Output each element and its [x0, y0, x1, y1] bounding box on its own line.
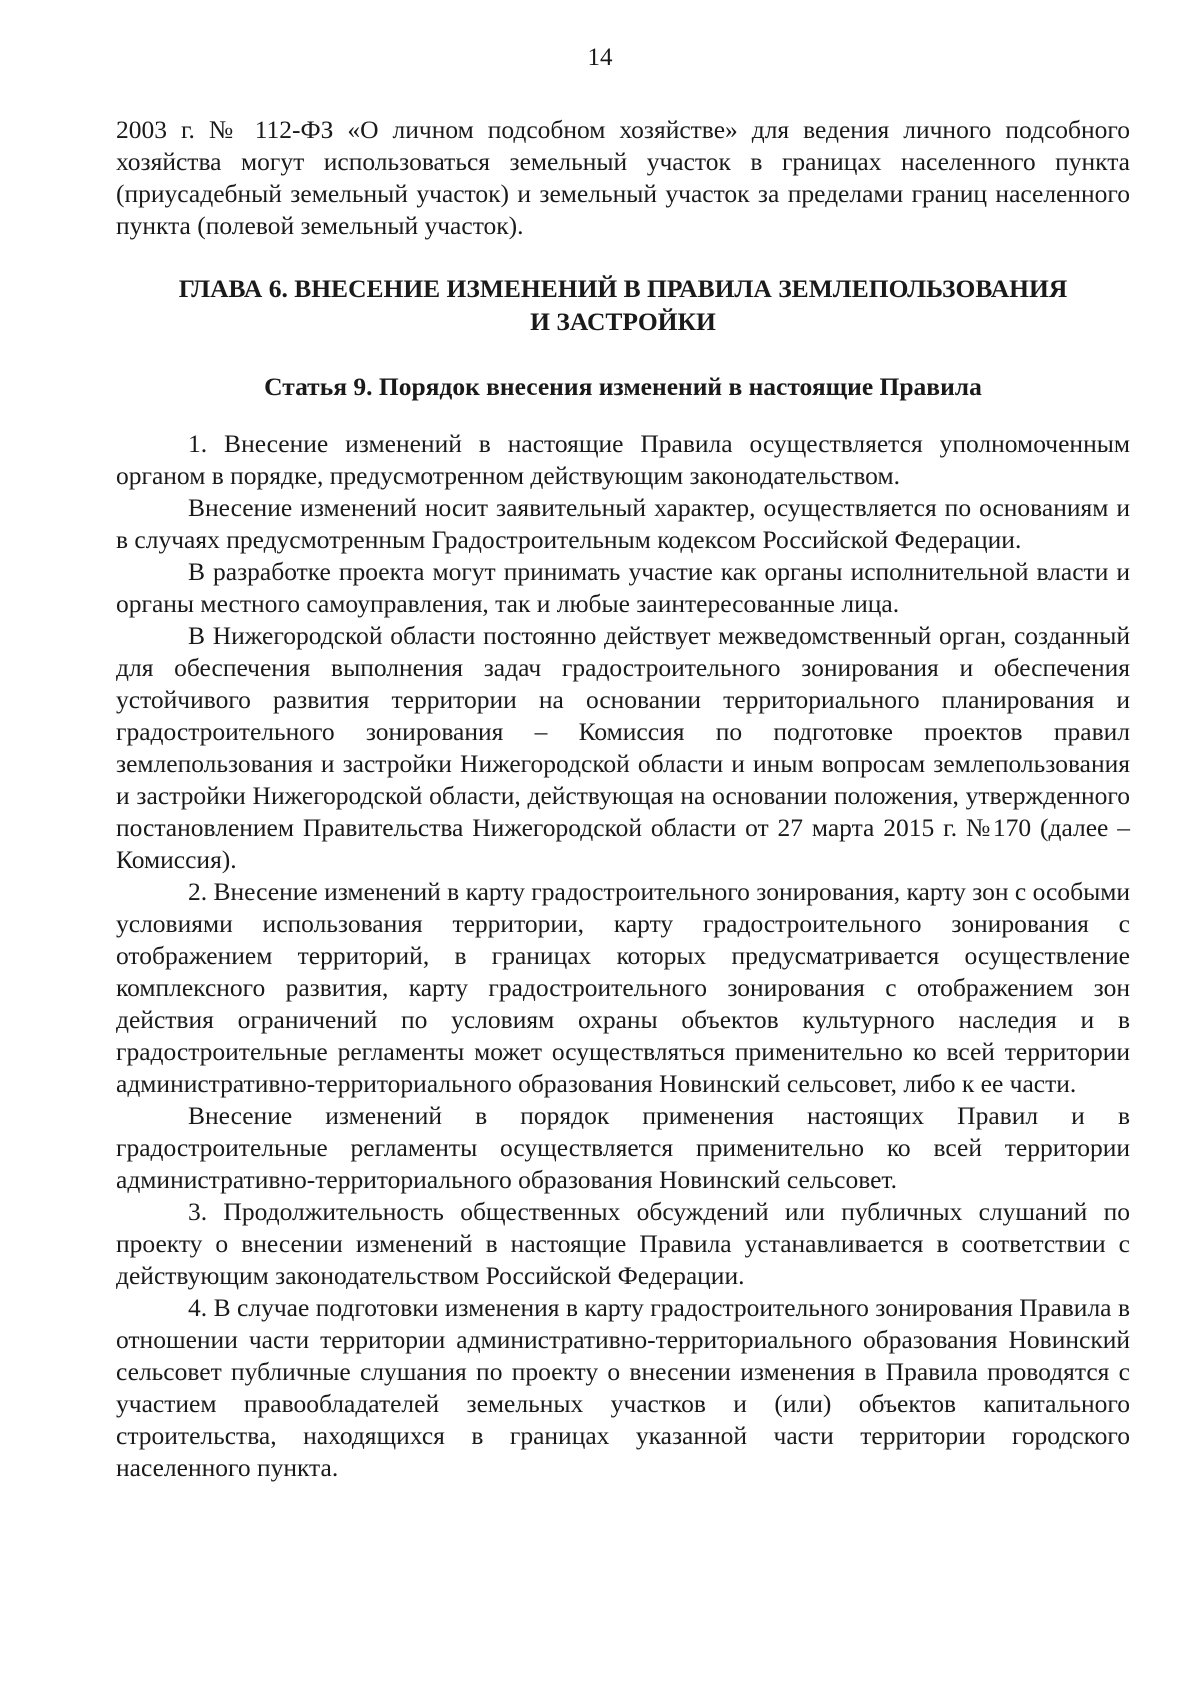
paragraph-7: 3. Продолжительность общественных обсуждений или публичных слушаний по проекту о внесении изменений в настоящие Правила устанавливается в соответствии с действующим законодательством Российской Федерации. [116, 1197, 1130, 1290]
paragraph-3: В разработке проекта могут принимать участие как органы исполнительной власти и органы местного самоуправления, так и любые заинтересованные лица. [116, 557, 1130, 618]
page-number: 14 [587, 44, 613, 71]
paragraph-5: 2. Внесение изменений в карту градостроительного зонирования, карту зон с особыми условиями использования территории, карту градостроительного зонирования с отображением территорий, в границах которых предусматривается осуществление комплексного развития, карту градостроительного зонирования с отображением зон действия ограничений по условиям охраны объектов культурного наследия и в градостроительные регламенты может осуществляться применительно ко всей территории административно-территориального образования Новинский сельсовет, либо к ее части. [116, 877, 1130, 1098]
paragraph-1: 1. Внесение изменений в настоящие Правила осуществляется уполномоченным органом в порядке, предусмотренном действующим законодательством. [116, 429, 1130, 490]
paragraph-2: Внесение изменений носит заявительный характер, осуществляется по основаниям и в случаях предусмотренным Градостроительным кодексом Российской Федерации. [116, 493, 1130, 554]
document-body [116, 114, 1130, 1484]
chapter-title-line-1: ГЛАВА 6. ВНЕСЕНИЕ ИЗМЕНЕНИЙ В ПРАВИЛА ЗЕМЛЕПОЛЬЗОВАНИЯ [178, 274, 1068, 303]
paragraph-4: В Нижегородской области постоянно действует межведомственный орган, созданный для обеспечения выполнения задач градостроительного зонирования и обеспечения устойчивого развития территории на основании территориального планирования и градостроительного зонирования – Комиссия по подготовке проектов правил землепользования и застройки Нижегородской области и иным вопросам землепользования и застройки Нижегородской области, действующая на основании положения, утвержденного постановлением Правительства Нижегородской области от 27 марта 2015 г. №170 (далее – Комиссия). [116, 621, 1130, 874]
chapter-title [116, 272, 1130, 338]
intro-paragraph: 2003 г. № 112-ФЗ «О личном подсобном хозяйстве» для ведения личного подсобного хозяйства могут использоваться земельный участок в границах населенного пункта (приусадебный земельный участок) и земельный участок за пределами границ населенного пункта (полевой земельный участок). [116, 115, 1130, 240]
chapter-title-line-2: И ЗАСТРОЙКИ [530, 307, 716, 336]
article-title: Статья 9. Порядок внесения изменений в настоящие Правила [264, 372, 982, 401]
paragraph-8: 4. В случае подготовки изменения в карту градостроительного зонирования Правила в отношении части территории административно-территориального образования Новинский сельсовет публичные слушания по проекту о внесении изменения в Правила проводятся с участием правообладателей земельных участков и (или) объектов капитального строительства, находящихся в границах указанной части территории городского населенного пункта. [116, 1293, 1130, 1482]
paragraph-6: Внесение изменений в порядок применения настоящих Правил и в градостроительные регламенты осуществляется применительно ко всей территории административно-территориального образования Новинский сельсовет. [116, 1101, 1130, 1194]
